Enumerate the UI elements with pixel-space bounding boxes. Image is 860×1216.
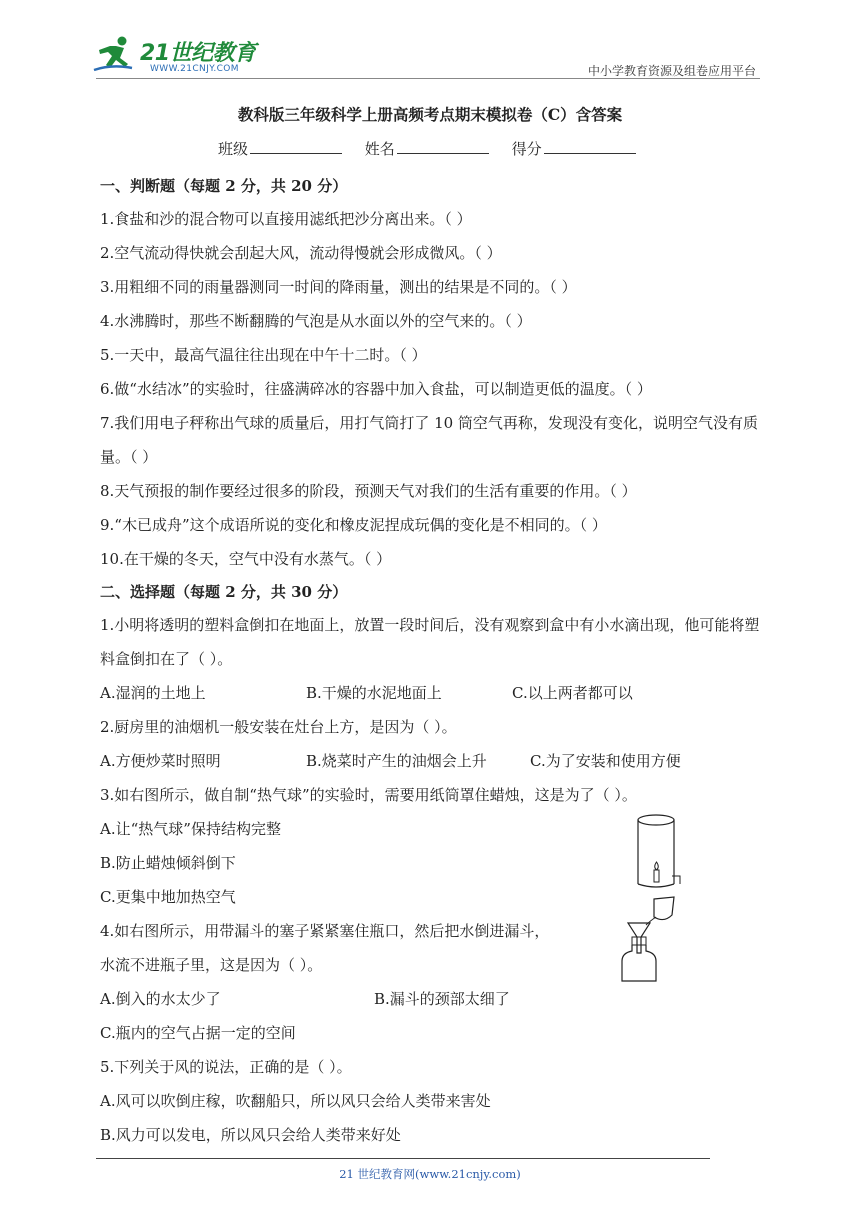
option-a: A.湿润的土地上	[100, 684, 206, 702]
score-label: 得分	[511, 140, 542, 158]
question-item: 8.天气预报的制作要经过很多的阶段，预测天气对我们的生活有重要的作用。（ ）	[100, 482, 637, 500]
funnel-bottle-figure	[610, 895, 682, 985]
option-a: A.方便炒菜时照明	[100, 752, 221, 770]
page-header	[0, 0, 860, 82]
option-c: C.更集中地加热空气	[100, 888, 236, 906]
class-blank[interactable]	[250, 138, 342, 154]
logo-text: 21世纪教育	[140, 41, 256, 66]
platform-label: 中小学教育资源及组卷应用平台	[587, 64, 756, 78]
question-item: 5.一天中，最高气温往往出现在中午十二时。（ ）	[100, 346, 427, 364]
option-a: A.风可以吹倒庄稼，吹翻船只，所以风只会给人类带来害处	[100, 1092, 491, 1110]
question-item: 9.“木已成舟”这个成语所说的变化和橡皮泥捏成玩偶的变化是不相同的。（ ）	[100, 516, 607, 534]
section-heading-judgement: 一、判断题（每题 2 分，共 20 分）	[100, 177, 348, 195]
footer-source: 21 世纪教育网(www.21cnjy.com)	[339, 1167, 521, 1181]
option-row	[100, 982, 764, 1016]
option-row	[100, 676, 764, 710]
option-c: C.瓶内的空气占据一定的空间	[100, 1024, 296, 1042]
footer-divider	[96, 1158, 710, 1159]
paper-tube-candle-figure	[632, 812, 690, 892]
question-item: 2.空气流动得快就会刮起大风，流动得慢就会形成微风。（ ）	[100, 244, 502, 262]
question-item: 6.做“水结冰”的实验时，往盛满碎冰的容器中加入食盐，可以制造更低的温度。（ ）	[100, 380, 652, 398]
score-blank[interactable]	[544, 138, 636, 154]
site-logo	[92, 34, 262, 78]
section-heading-choice: 二、选择题（每题 2 分，共 30 分）	[100, 583, 348, 601]
option-a: A.倒入的水太少了	[100, 990, 221, 1008]
exam-content	[100, 170, 764, 1152]
option-b: B.烧菜时产生的油烟会上升	[306, 752, 487, 770]
option-b: B.防止蜡烛倾斜倒下	[100, 854, 236, 872]
question-stem: 5.下列关于风的说法，正确的是（ ）。	[100, 1058, 352, 1076]
question-stem-cont: 水流不进瓶子里，这是因为（ ）。	[100, 956, 323, 974]
question-item: 7.我们用电子秤称出气球的质量后，用打气筒打了 10 筒空气再称，发现没有变化，说明空气没有质量。（ ）	[100, 414, 758, 466]
class-label: 班级	[218, 140, 249, 158]
logo-url: WWW.21CNJY.COM	[150, 64, 239, 74]
question-item: 1.食盐和沙的混合物可以直接用滤纸把沙分离出来。（ ）	[100, 210, 472, 228]
question-item: 3.用粗细不同的雨量器测同一时间的降雨量，测出的结果是不同的。（ ）	[100, 278, 577, 296]
question-item: 10.在干燥的冬天，空气中没有水蒸气。（ ）	[100, 550, 392, 568]
name-label: 姓名	[364, 140, 395, 158]
question-stem: 4.如右图所示，用带漏斗的塞子紧紧塞住瓶口，然后把水倒进漏斗，	[100, 922, 550, 940]
option-b: B.干燥的水泥地面上	[306, 684, 442, 702]
question-stem: 2.厨房里的油烟机一般安装在灶台上方，是因为（ ）。	[100, 718, 457, 736]
question-stem: 3.如右图所示，做自制“热气球”的实验时，需要用纸筒罩住蜡烛，这是为了（ ）。	[100, 786, 637, 804]
option-row	[100, 744, 764, 778]
option-c: C.以上两者都可以	[512, 684, 633, 702]
header-divider	[96, 78, 760, 79]
question-stem: 1.小明将透明的塑料盒倒扣在地面上，放置一段时间后，没有观察到盒中有小水滴出现，他可能将塑料盒倒扣在了（ ）。	[100, 616, 760, 668]
runner-icon	[92, 34, 140, 74]
option-c: C.为了安装和使用方便	[530, 752, 681, 770]
option-b: B.风力可以发电，所以风只会给人类带来好处	[100, 1126, 401, 1144]
student-info-row	[218, 138, 654, 159]
name-blank[interactable]	[397, 138, 489, 154]
question-item: 4.水沸腾时，那些不断翻腾的气泡是从水面以外的空气来的。（ ）	[100, 312, 532, 330]
page-title: 教科版三年级科学上册高频考点期末模拟卷（C）含答案	[237, 105, 623, 124]
option-a: A.让“热气球”保持结构完整	[100, 820, 281, 838]
option-b: B.漏斗的颈部太细了	[374, 990, 510, 1008]
